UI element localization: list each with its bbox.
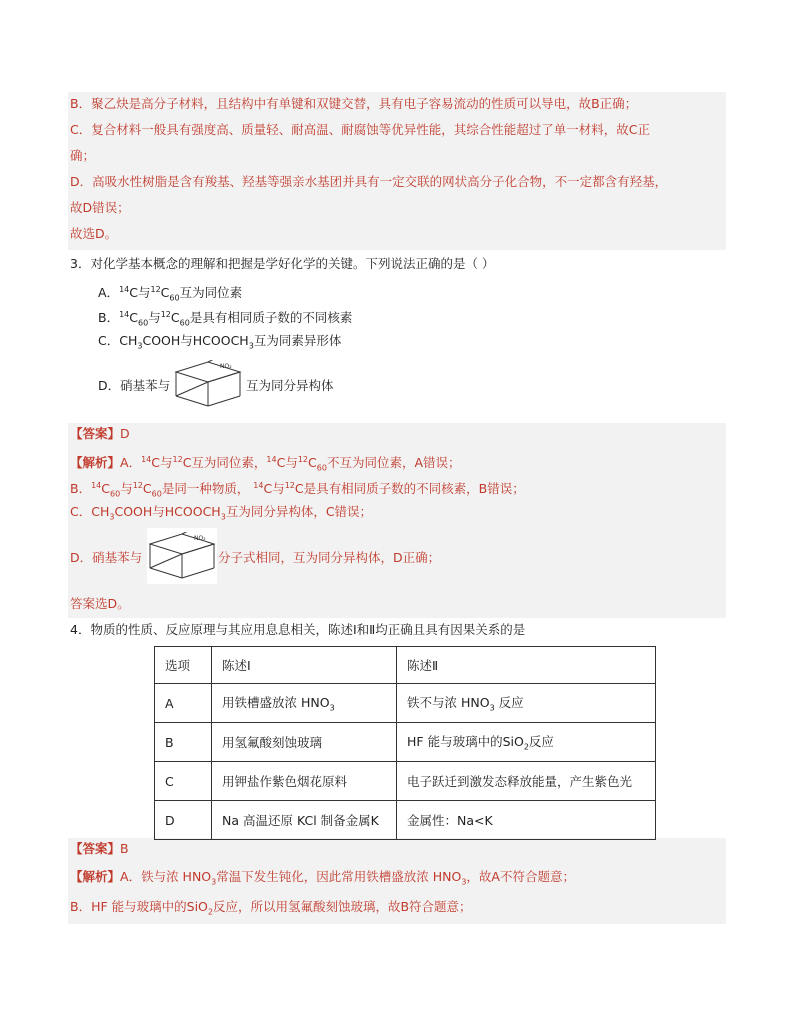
mass-number: 14 (119, 310, 130, 319)
q3-analysis-conclusion: 答案选D。 (70, 596, 130, 611)
q3-analysis-d-label: D．硝基苯与 (70, 550, 143, 565)
analysis-tag: 【解析】 (70, 869, 121, 884)
q3-option-d-label: D．硝基苯与 (98, 378, 171, 393)
cell-text: Na 高温还原 KCl 制备金属K (222, 813, 379, 828)
element-text: C与 (129, 285, 151, 301)
option-text: 互为同位素 (179, 285, 243, 301)
table-row (155, 801, 656, 840)
subscript: 3 (489, 703, 495, 713)
analysis-text: B．HF 能与玻璃中的SiO (70, 899, 208, 914)
q4-stem: 4．物质的性质、反应原理与其应用息息相关，陈述Ⅰ和Ⅱ均正确且具有因果关系的是 (70, 622, 526, 637)
table-cell-statement-2 (397, 684, 656, 723)
nitro-group-label: NO₂ (194, 535, 206, 542)
subscript: 60 (110, 489, 121, 499)
cell-text: 反应 (494, 695, 524, 711)
cell-text: 铁不与浓 HNO (407, 695, 490, 711)
analysis-text: C (308, 455, 317, 471)
table-cell-statement-1 (212, 762, 397, 801)
table-cell-statement-1 (212, 723, 397, 762)
option-label: B． (98, 310, 120, 326)
mass-number: 14 (253, 481, 264, 490)
analysis-text: ，故A不符合题意； (466, 869, 575, 884)
q3-option-d-text: 互为同分异构体 (246, 378, 334, 393)
table-row (155, 684, 656, 723)
analysis-text: 反应，所以用氢氟酸刻蚀玻璃，故B符合题意； (212, 899, 472, 914)
q2-analysis-b: B．聚乙炔是高分子材料，且结构中有单键和双键交替，具有电子容易流动的性质可以导电，故B正确； (70, 96, 638, 111)
cell-text: 电子跃迁到激发态释放能量，产生紫色光 (407, 774, 633, 789)
answer-tag: 【答案】 (70, 841, 121, 856)
analysis-text: C互为同位素， (182, 455, 267, 471)
subscript: 3 (137, 341, 143, 351)
formula-text: CH (119, 333, 138, 348)
subscript: 60 (179, 318, 190, 328)
option-label: C． (70, 504, 92, 519)
analysis-text: C与 (151, 455, 173, 471)
formula-text: CH (91, 504, 110, 519)
mass-number: 14 (91, 481, 102, 490)
mass-number: 12 (284, 481, 295, 490)
answer-tag: 【答案】 (70, 426, 121, 441)
subscript: 3 (329, 703, 335, 713)
subscript: 3 (220, 512, 226, 522)
mass-number: 12 (160, 310, 171, 319)
analysis-text: C (142, 481, 152, 497)
q2-analysis-c-line1: C．复合材料一般具有强度高、质量轻、耐高温、耐腐蚀等优异性能，其综合性能超过了单一材料，故C正 (70, 122, 650, 137)
table-cell-statement-2 (397, 801, 656, 840)
analysis-text: A．铁与浓 HNO (120, 869, 212, 884)
table-header-row (155, 647, 656, 684)
option-label: A． (98, 285, 120, 301)
mass-number: 14 (119, 285, 130, 294)
q3-stem: 3．对化学基本概念的理解和把握是学好化学的关键。下列说法正确的是（ ） (70, 256, 495, 271)
answer-value: D (120, 426, 130, 441)
table-row (155, 762, 656, 801)
analysis-text: C (101, 481, 110, 497)
subscript: 2 (207, 907, 213, 917)
formula-text: COOH与HCOOCH (114, 504, 221, 519)
analysis-text: 不互为同位素，A错误； (326, 455, 461, 471)
mass-number: 12 (172, 455, 183, 464)
analysis-text: C是具有相同质子数的不同核素，B错误； (294, 481, 525, 497)
q3-analysis-c (70, 503, 372, 527)
subscript: 60 (169, 293, 180, 303)
q2-analysis-d-line1: D．高吸水性树脂是含有羧基、羟基等强亲水基团并具有一定交联的网状高分子化合物，不一定都含有羟基， (70, 174, 668, 189)
cell-text: HF 能与玻璃中的SiO (407, 734, 524, 750)
subscript: 3 (211, 877, 217, 887)
cell-text: 金属性：Na<K (407, 813, 493, 828)
q3-option-a (98, 281, 242, 308)
formula-text: COOH与HCOOCH (142, 333, 249, 348)
q4-analysis-b (70, 898, 472, 922)
option-text: 是具有相同质子数的不同核素 (189, 310, 353, 326)
q3-option-b (98, 306, 352, 333)
table-cell-option: B (155, 723, 212, 762)
analysis-text: 互为同分异构体，C错误； (225, 504, 373, 519)
subscript: 2 (523, 742, 529, 752)
subscript: 3 (109, 512, 115, 522)
q3-answer (70, 425, 130, 443)
table-cell-statement-1 (212, 684, 397, 723)
answer-value: B (120, 841, 129, 856)
table-cell-statement-2 (397, 762, 656, 801)
table-header-cell: 选项 (155, 647, 212, 684)
q3-option-c (98, 332, 341, 356)
option-text: 与 (148, 310, 161, 326)
subscript: 60 (151, 489, 162, 499)
table-header-cell: 陈述Ⅰ (212, 647, 397, 684)
mass-number: 14 (266, 455, 277, 464)
table-cell-option: C (155, 762, 212, 801)
subscript: 3 (461, 877, 467, 887)
mass-number: 14 (141, 455, 152, 464)
subscript: 60 (316, 463, 327, 473)
q2-analysis-conclusion: 故选D。 (70, 226, 118, 241)
analysis-tag: 【解析】 (70, 455, 121, 471)
analysis-text: 常温下发生钝化，因此常用铁槽盛放浓 HNO (216, 869, 462, 884)
cell-text: 用铁槽盛放浓 HNO (222, 695, 330, 711)
q3-analysis-a (70, 451, 461, 478)
prismane-nitro-structure-analysis (148, 532, 218, 582)
element-text: C (160, 285, 170, 301)
q3-analysis-d-text: 分子式相同，互为同分异构体，D正确； (218, 550, 441, 565)
subscript: 60 (138, 318, 149, 328)
q2-analysis-c-line2: 确； (70, 148, 96, 163)
table-header-cell: 陈述Ⅱ (397, 647, 656, 684)
element-text: C (170, 310, 180, 326)
mass-number: 12 (297, 455, 309, 464)
table-cell-option: D (155, 801, 212, 840)
nitro-group-label: NO₂ (220, 363, 232, 370)
cell-text: 用钾盐作紫色烟花原料 (222, 774, 348, 789)
cell-text: 反应 (528, 734, 554, 750)
analysis-text: C与 (263, 481, 285, 497)
q4-analysis-a (70, 868, 575, 892)
table-cell-statement-2 (397, 723, 656, 762)
q4-table (154, 646, 656, 840)
subscript: 3 (248, 341, 254, 351)
option-label: B． (70, 481, 92, 497)
analysis-text: 是同一种物质， (161, 481, 254, 497)
cell-text: 用氢氟酸刻蚀玻璃 (222, 735, 323, 750)
mass-number: 12 (150, 285, 161, 294)
table-cell-statement-1 (212, 801, 397, 840)
option-label: A． (120, 455, 142, 471)
element-text: C (129, 310, 138, 326)
table-row (155, 723, 656, 762)
option-label: C． (98, 333, 120, 348)
analysis-text: 与 (120, 481, 133, 497)
prismane-nitro-structure (174, 360, 244, 410)
q4-answer (70, 840, 129, 858)
q3-analysis-b (70, 477, 525, 504)
q2-analysis-d-line2: 故D错误； (70, 200, 130, 215)
analysis-band-q2 (68, 92, 726, 250)
analysis-text: C与 (276, 455, 298, 471)
table-cell-option: A (155, 684, 212, 723)
mass-number: 12 (132, 481, 143, 490)
option-text: 互为同素异形体 (253, 333, 342, 348)
